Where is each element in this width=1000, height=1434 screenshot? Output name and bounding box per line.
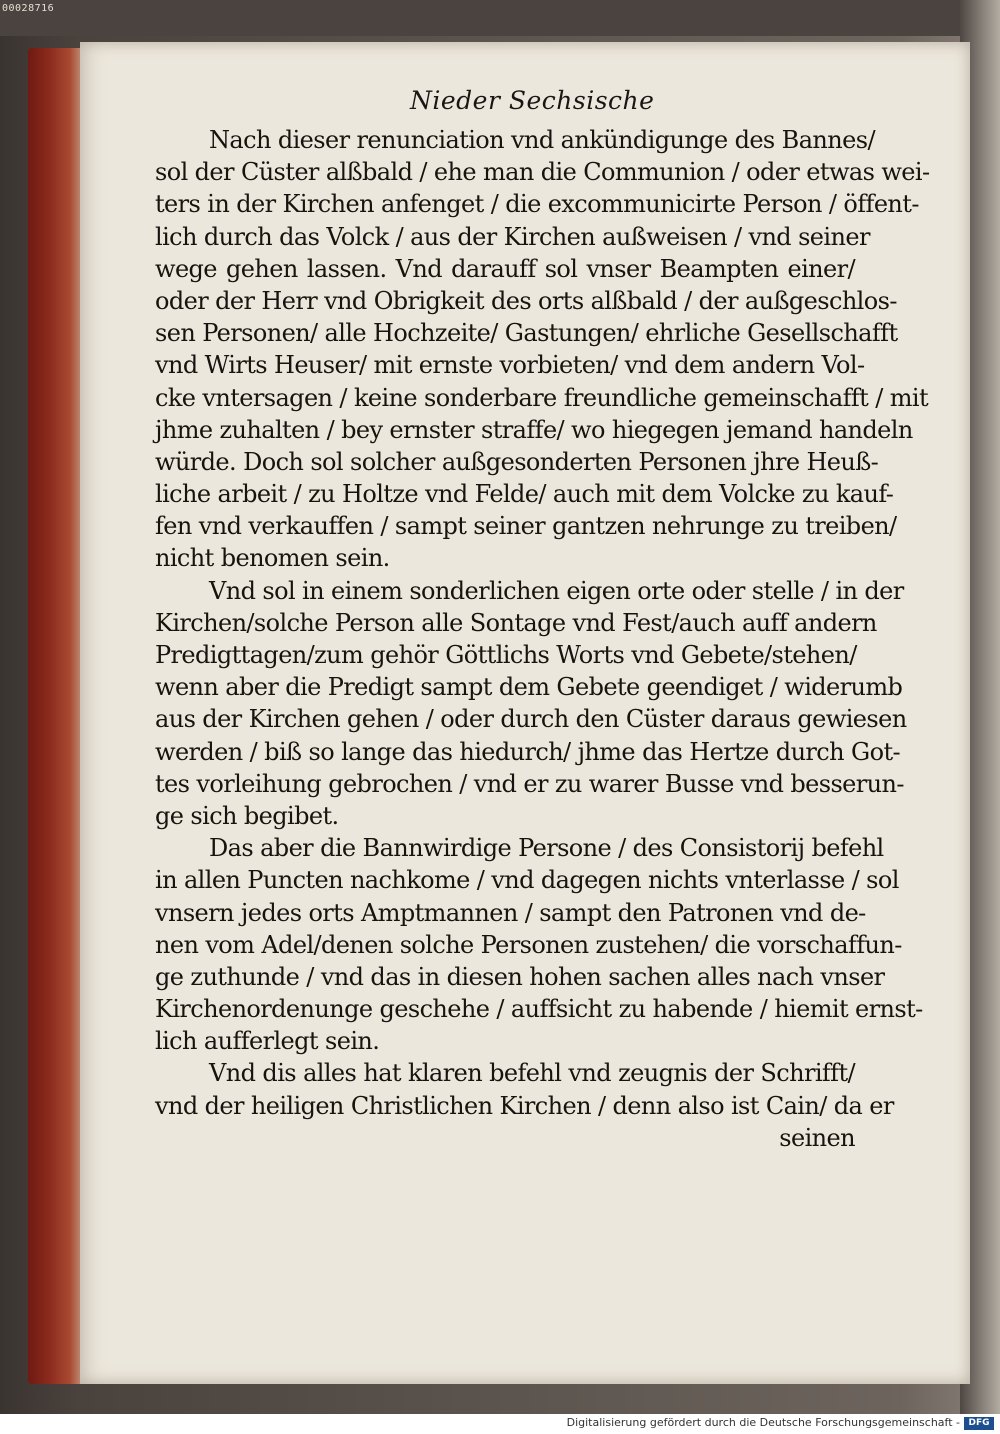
running-head: Nieder Sechsische bbox=[410, 86, 655, 115]
text-line: vnd der heiligen Christlichen Kirchen / denn also ist Cain/ da er bbox=[155, 1091, 894, 1120]
text-line: in allen Puncten nachkome / vnd dagegen nichts vnterlasse / sol bbox=[155, 866, 899, 895]
text-line: tes vorleihung gebrochen / vnd er zu warer Busse vnd besserun- bbox=[155, 769, 904, 798]
text-line: liche arbeit / zu Holtze vnd Felde/ auch mit dem Volcke zu kauf- bbox=[155, 480, 894, 509]
text-line: fen vnd verkauffen / sampt seiner gantzen nehrunge zu treiben/ bbox=[155, 512, 897, 541]
text-line: sen Personen/ alle Hochzeite/ Gastungen/ ehrliche Gesellschafft bbox=[155, 319, 898, 348]
text-line: nen vom Adel/denen solche Personen zustehen/ die vorschaffun- bbox=[155, 930, 902, 959]
text-line: Predigttagen/zum gehör Göttlichs Worts vnd Gebete/stehen/ bbox=[155, 641, 857, 669]
text-line: sol der Cüster alßbald / ehe man die Communion / oder etwas wei- bbox=[155, 158, 930, 187]
text-line: cke vntersagen / keine sonderbare freundliche gemeinschafft / mit bbox=[155, 383, 929, 412]
text-line: seinen bbox=[779, 1123, 855, 1152]
text-line: oder der Herr vnd Obrigkeit des orts alßbald / der außgeschlos- bbox=[155, 286, 897, 315]
text-line: ge sich begibet. bbox=[155, 801, 339, 830]
text-line: wenn aber die Predigt sampt dem Gebete geendiget / widerumb bbox=[155, 673, 903, 702]
text-line: lich aufferlegt sein. bbox=[155, 1027, 380, 1056]
footer-bar bbox=[0, 1414, 1000, 1434]
text-line: ge zuthunde / vnd das in diesen hohen sachen alles nach vnser bbox=[155, 962, 885, 991]
text-line: nicht benomen sein. bbox=[155, 544, 390, 573]
text-line: Kirchen/solche Person alle Sontage vnd Fest/auch auff andern bbox=[155, 608, 877, 637]
text-line: würde. Doch sol solcher außgesonderten Personen jhre Heuß- bbox=[155, 447, 879, 476]
scan-top-strip bbox=[0, 0, 1000, 36]
text-line: vnd Wirts Heuser/ mit ernste vorbieten/ vnd dem andern Vol- bbox=[155, 351, 865, 380]
text-line: wege gehen lassen. Vnd darauff sol vnser Beampten einer/ bbox=[155, 254, 855, 283]
text-line: aus der Kirchen gehen / oder durch den Cüster daraus gewiesen bbox=[155, 705, 907, 734]
text-line: werden / biß so lange das hiedurch/ jhme das Hertze durch Got- bbox=[155, 737, 901, 766]
text-line: Vnd dis alles hat klaren befehl vnd zeugnis der Schrifft/ bbox=[209, 1059, 855, 1088]
dfg-logo: DFG bbox=[964, 1417, 994, 1430]
text-line: jhme zuhalten / bey ernster straffe/ wo hiegegen jemand handeln bbox=[155, 415, 913, 444]
text-line: ters in der Kirchen anfenget / die excommunicirte Person / öffent- bbox=[155, 190, 919, 219]
page-body-text bbox=[155, 124, 930, 1154]
text-line: vnsern jedes orts Amptmannen / sampt den Patronen vnd de- bbox=[155, 898, 866, 927]
text-line: Das aber die Bannwirdige Persone / des Consistorij befehl bbox=[209, 834, 884, 863]
text-line: Vnd sol in einem sonderlichen eigen orte oder stelle / in der bbox=[209, 576, 904, 605]
book-red-edge bbox=[28, 48, 88, 1384]
text-line: Kirchenordenunge geschehe / auffsicht zu habende / hiemit ernst- bbox=[155, 995, 923, 1024]
footer-credit: Digitalisierung gefördert durch die Deutsche Forschungsgemeinschaft - bbox=[566, 1416, 960, 1429]
text-line: lich durch das Volck / aus der Kirchen außweisen / vnd seiner bbox=[155, 222, 870, 251]
scan-id: 00028716 bbox=[2, 3, 55, 14]
text-line: Nach dieser renunciation vnd ankündigunge des Bannes/ bbox=[209, 126, 875, 154]
